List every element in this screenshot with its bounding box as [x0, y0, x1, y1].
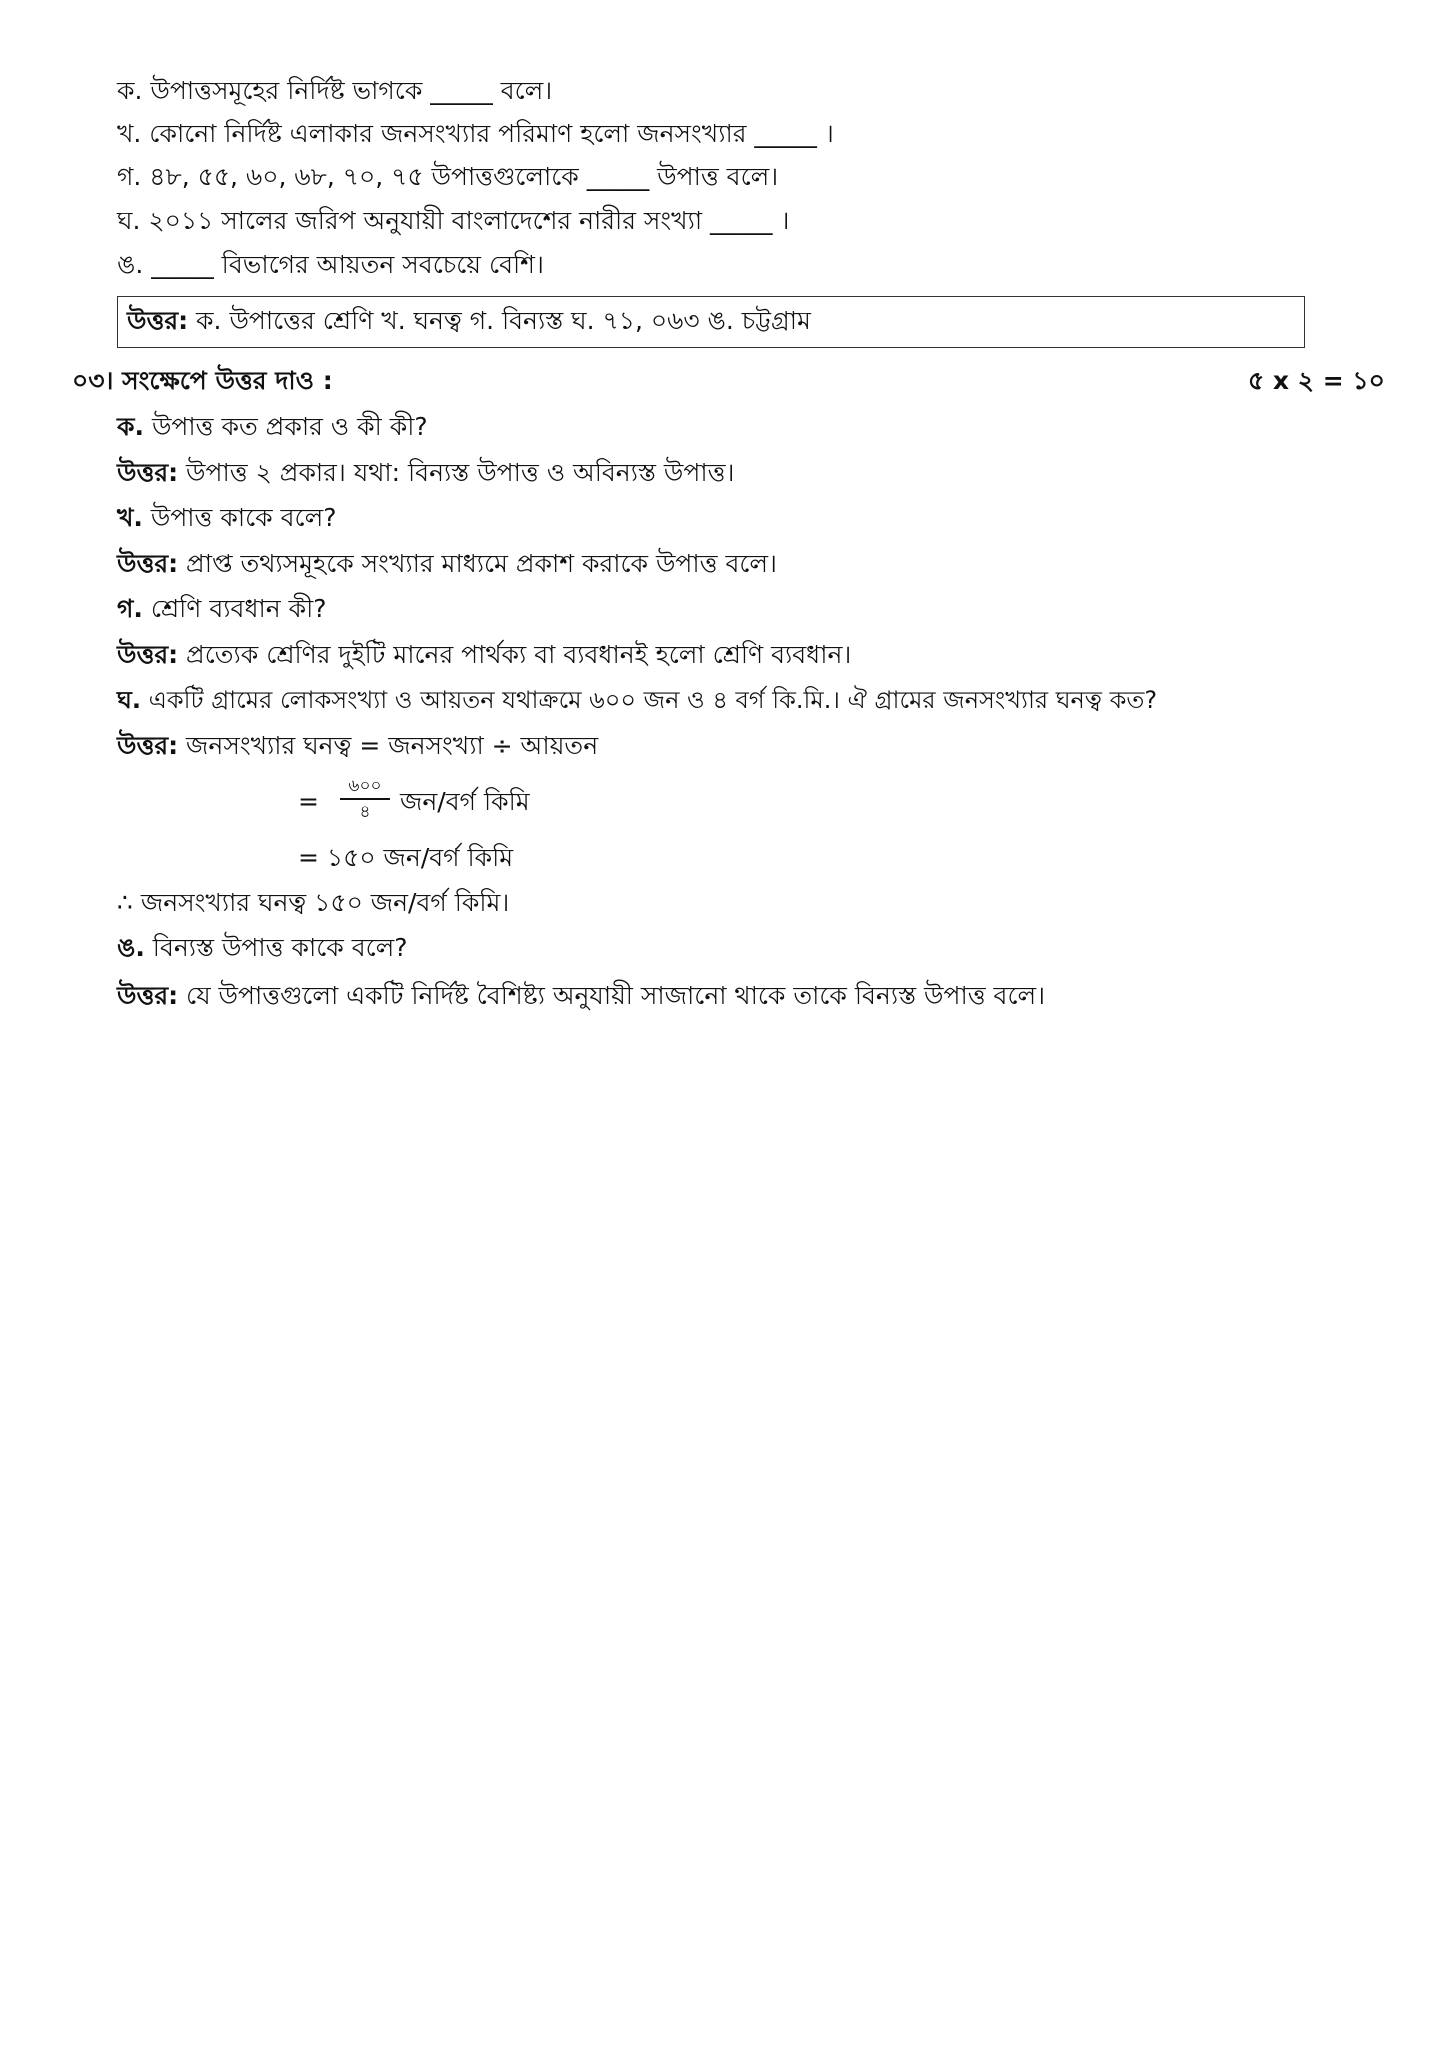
- blank-question-umo: ঙ. _____ বিভাগের আয়তন সবচেয়ে বেশি।: [117, 250, 544, 279]
- blank-question-kha: খ. কোনো নির্দিষ্ট এলাকার জনসংখ্যার পরিমাণ হলো জনসংখ্যার _____ ।: [117, 119, 834, 148]
- answer-text: প্রত্যেক শ্রেণির দুইটি মানের পার্থক্য বা ব্যবধানই হলো শ্রেণি ব্যবধান।: [178, 640, 852, 669]
- answer-text: জনসংখ্যার ঘনত্ব = জনসংখ্যা ÷ আয়তন: [178, 731, 599, 760]
- answer-label: উত্তর:: [117, 640, 179, 669]
- section-heading: ০৩। সংক্ষেপে উত্তর দাও :: [72, 366, 333, 395]
- answer-kha: [117, 549, 777, 579]
- answer-label: উত্তর:: [117, 731, 179, 760]
- answer-ka: [117, 458, 734, 488]
- question-kha: [117, 503, 336, 533]
- calc-conclusion: ∴ জনসংখ্যার ঘনত্ব ১৫০ জন/বর্গ কিমি।: [117, 888, 510, 917]
- answer-text: উপাত্ত ২ প্রকার। যথা: বিন্যস্ত উপাত্ত ও অবিন্যস্ত উপাত্ত।: [178, 458, 735, 487]
- fill-blanks-answer-box: [117, 296, 1305, 348]
- question-label: ঙ.: [117, 933, 145, 962]
- answer-text: ক. উপাত্তের শ্রেণি খ. ঘনত্ব গ. বিন্যস্ত ঘ. ৭১, ০৬৩ ঙ. চট্টগ্রাম: [188, 306, 811, 335]
- answer-label: উত্তর:: [117, 458, 179, 487]
- question-ga: [117, 594, 327, 624]
- question-ka: [117, 412, 428, 442]
- blank-question-gha: ঘ. ২০১১ সালের জরিপ অনুযায়ী বাংলাদেশের নারীর সংখ্যা _____ ।: [117, 206, 790, 235]
- fill-blanks-answer: [127, 306, 811, 336]
- section-marks: ৫ x ২ = ১০: [1248, 366, 1385, 395]
- question-gha: [117, 685, 1157, 715]
- answer-gha: [117, 731, 598, 761]
- fraction-bar: [340, 798, 390, 800]
- question-text: উপাত্ত কাকে বলে?: [142, 503, 337, 532]
- question-text: উপাত্ত কত প্রকার ও কী কী?: [144, 412, 428, 441]
- answer-ga: [117, 640, 851, 670]
- blank-question-ka: ক. উপাত্তসমূহের নির্দিষ্ট ভাগকে _____ বলে।: [117, 76, 553, 105]
- answer-label: উত্তর:: [117, 981, 179, 1010]
- question-text: শ্রেণি ব্যবধান কী?: [142, 594, 327, 623]
- fraction-numerator: ৬০০: [348, 776, 382, 796]
- answer-label: উত্তর:: [127, 306, 189, 335]
- answer-umo: [117, 981, 1045, 1011]
- blank-question-ga: গ. ৪৮, ৫৫, ৬০, ৬৮, ৭০, ৭৫ উপাত্তগুলোকে _____ উপাত্ত বলে।: [117, 162, 779, 191]
- calc-result: = ১৫০ জন/বর্গ কিমি: [298, 843, 514, 872]
- fraction: [340, 776, 390, 822]
- question-label: ক.: [117, 412, 144, 441]
- fraction-denominator: ৪: [359, 801, 371, 822]
- question-text: বিন্যস্ত উপাত্ত কাকে বলে?: [144, 933, 408, 962]
- fraction-unit: জন/বর্গ কিমি: [400, 787, 530, 816]
- answer-text: যে উপাত্তগুলো একটি নির্দিষ্ট বৈশিষ্ট্য অনুযায়ী সাজানো থাকে তাকে বিন্যস্ত উপাত্ত বলে।: [178, 981, 1046, 1010]
- question-label: খ.: [117, 503, 143, 532]
- answer-label: উত্তর:: [117, 549, 179, 578]
- question-label: ঘ.: [117, 686, 141, 714]
- answer-text: প্রাপ্ত তথ্যসমূহকে সংখ্যার মাধ্যমে প্রকাশ করাকে উপাত্ত বলে।: [178, 549, 777, 578]
- question-label: গ.: [117, 594, 143, 623]
- question-text: একটি গ্রামের লোকসংখ্যা ও আয়তন যথাক্রমে ৬০০ জন ও ৪ বর্গ কি.মি.। ঐ গ্রামের জনসংখ্যার ঘনত্ব কত?: [140, 686, 1158, 714]
- question-umo: [117, 933, 408, 963]
- equals-sign: =: [298, 787, 319, 816]
